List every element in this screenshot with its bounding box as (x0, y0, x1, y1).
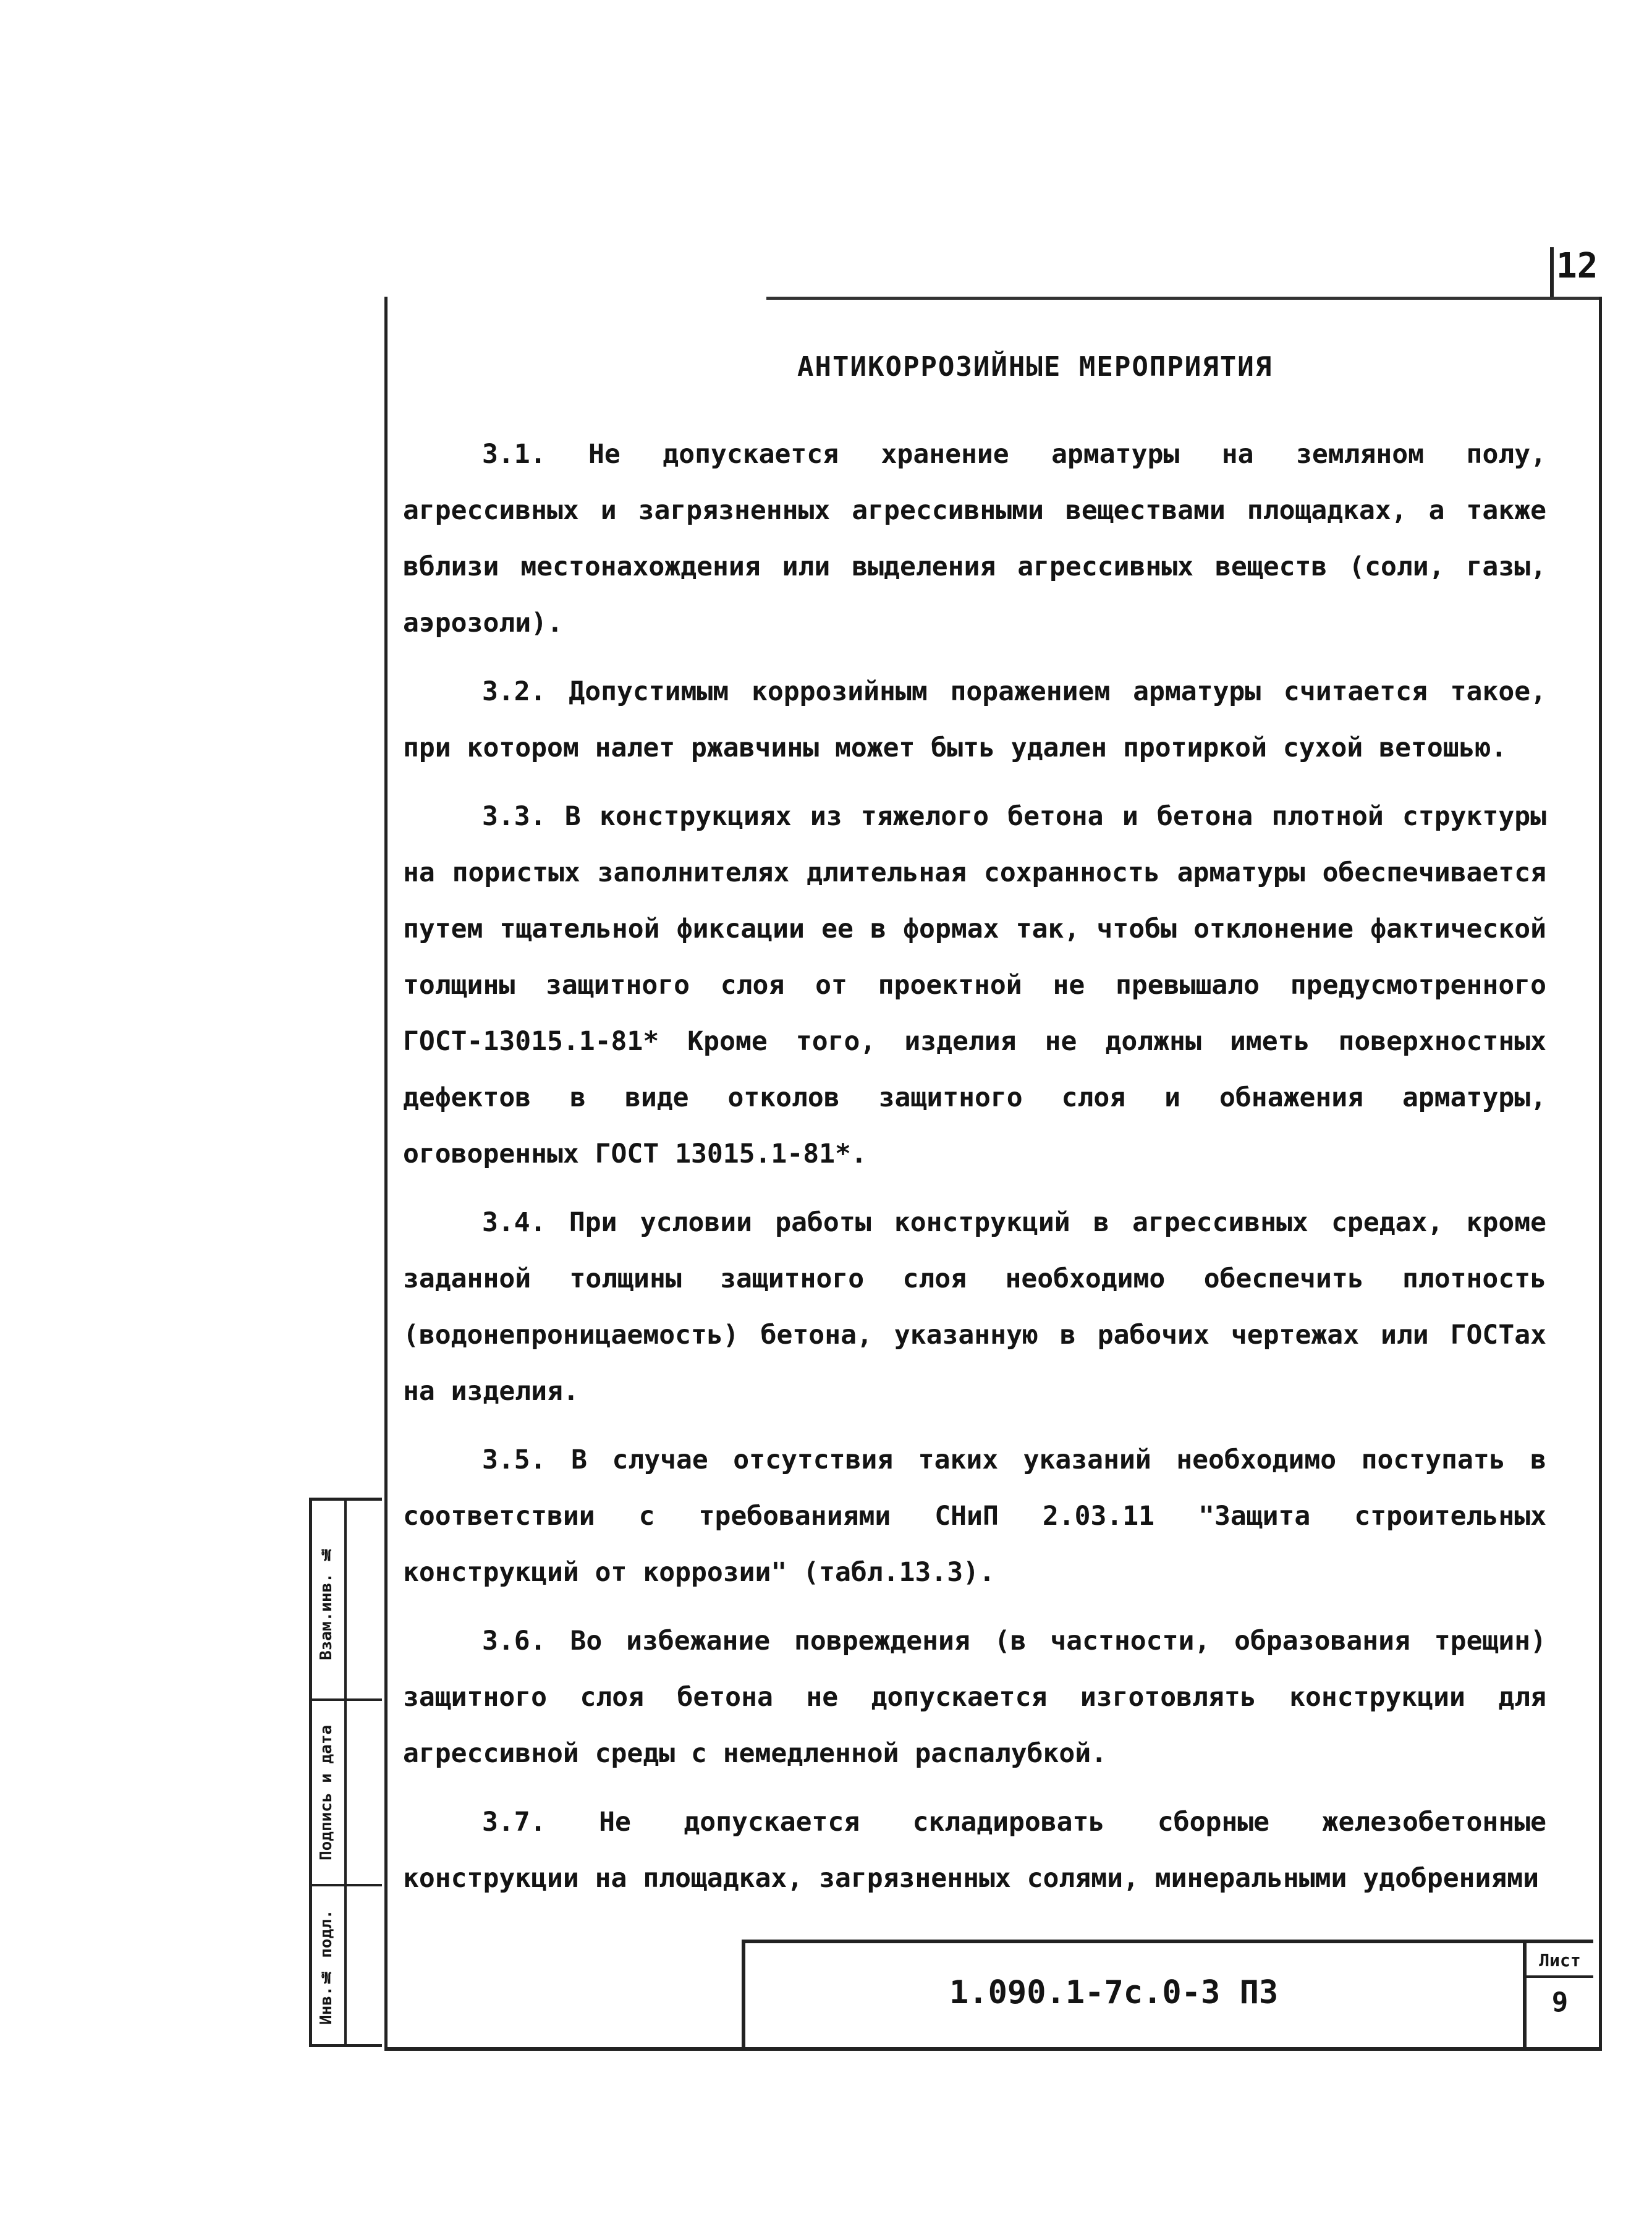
header-tick-mark (1550, 247, 1554, 297)
sheet-number: 9 (1551, 1987, 1569, 2018)
document-body (403, 426, 1546, 1919)
paragraph-text: При условии работы конструкций в агрессивных средах, кроме заданной толщины защитного слоя необходимо обеспечить плотность (водонепроницаемость) бетона, указанную в рабочих чертежах или ГОСТах на изделия. (403, 1207, 1547, 1407)
paragraph-number: 3.2. (482, 676, 546, 707)
side-stamp-strip (309, 1498, 382, 2047)
paragraph-3-3 (403, 789, 1546, 1182)
paragraph-3-4 (403, 1195, 1546, 1420)
paragraph-number: 3.1. (482, 439, 546, 470)
signature-date-label: Подпись и дата (317, 1724, 336, 1861)
page-number: 12 (1556, 246, 1598, 286)
paragraph-number: 3.7. (482, 1807, 546, 1838)
paragraph-text: Во избежание повреждения (в частности, образования трещин) защитного слоя бетона не допускается изготовлять конструкции для агрессивной среды с немедленной распалубкой. (403, 1626, 1547, 1769)
paragraph-text: Допустимым коррозийным поражением арматуры считается такое, при котором налет ржавчины может быть удален протиркой сухой ветошью. (403, 676, 1546, 763)
paragraph-text: Не допускается хранение арматуры на земляном полу, агрессивных и загрязненных агрессивными веществами площадках, а также вблизи местонахождения или выделения агрессивных веществ (соли, газы, аэрозоли). (403, 439, 1546, 638)
title-block (742, 1940, 1593, 2047)
side-column-divider (344, 1501, 347, 2044)
paragraph-number: 3.5. (482, 1444, 546, 1475)
side-row-divider (312, 1698, 382, 1701)
paragraph-3-1 (403, 426, 1546, 651)
paragraph-text: В случае отсутствия таких указаний необходимо поступать в соответствии с требованиями СНиП 2.03.11 "Защита строительных конструкций от коррозии" (табл.13.3). (403, 1444, 1546, 1588)
original-inventory-number-label: Инв.№ подл. (317, 1909, 336, 2025)
paragraph-3-7 (403, 1794, 1546, 1907)
paragraph-text: Не допускается складировать сборные железобетонные конструкции на площадках, загрязненных солями, минеральными удобрениями (403, 1807, 1546, 1894)
sheet-cell (1523, 1943, 1593, 2047)
paragraph-text: В конструкциях из тяжелого бетона и бетона плотной структуры на пористых заполнителях длительная сохранность арматуры обеспечивается путем тщательной фиксации ее в формах так, чтобы отклонение фактической толщины защитного слоя от проектной не превышало предусмотренного ГОСТ-13015.1-81* Кроме того, изделия не должны иметь поверхностных дефектов в виде отколов защитного слоя и обнажения арматуры, оговоренных ГОСТ 13015.1-81*. (403, 801, 1546, 1169)
document-code: 1.090.1-7с.0-3 ПЗ (949, 1974, 1279, 2011)
sheet-label: Лист (1527, 1943, 1593, 1978)
paragraph-number: 3.6. (482, 1626, 546, 1656)
paragraph-number: 3.3. (482, 801, 546, 832)
paragraph-3-6 (403, 1613, 1546, 1782)
paragraph-number: 3.4. (482, 1207, 546, 1238)
replace-inventory-number-label: Взам.инв. № (317, 1545, 336, 1661)
section-heading: АНТИКОРРОЗИЙНЫЕ МЕРОПРИЯТИЯ (797, 351, 1273, 383)
paragraph-3-2 (403, 664, 1546, 776)
paragraph-3-5 (403, 1432, 1546, 1601)
side-row-divider (312, 1884, 382, 1886)
